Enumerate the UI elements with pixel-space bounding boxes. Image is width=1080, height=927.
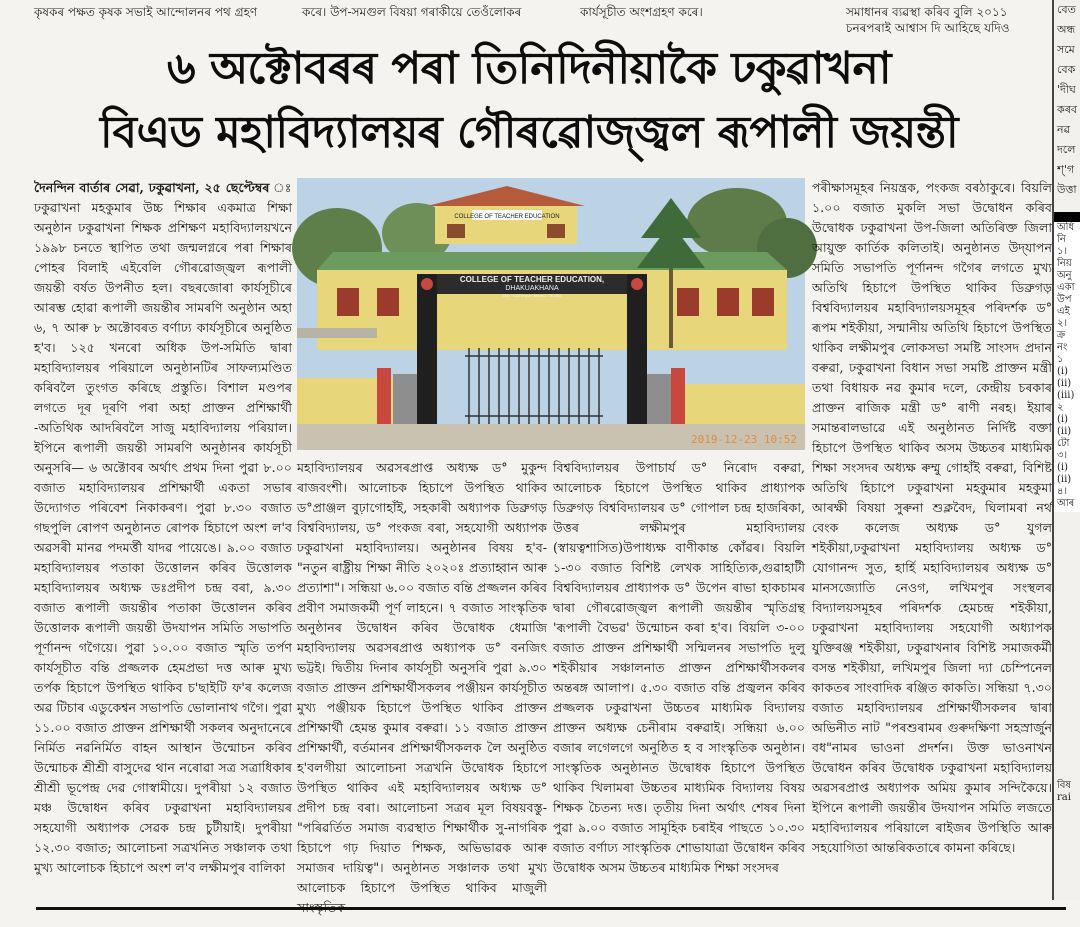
article-column-4: পৰীক্ষাসমূহৰ নিয়ন্ত্ৰক, পংকজ বৰঠাকুৰে। বিয়লি ১.০০ বজাত মুকলি সভা উদ্বোধন কৰিব উদ্বোধক ঢকুৱাখনা উপ-জিলা অতিৰিক্ত জিলা আয়ুক্ত কাৰ্তিক কলিতাই। অনুষ্ঠানত উদ্‌যাপন সমিতি সভাপতি পূৰ্ণানন্দ গগৈৰ লগতে মুখ্য অতিথি হিচাপে উপস্থিত থাকিব ডিব্ৰুগড় বিশ্ববিদ্যালয়ৰ মহাবিদ্যালয়সমূহৰ পৰিদৰ্শক ড° ৰূপম শইকীয়া, সন্মানীয় অতিথি হিচাপে উপস্থিত থাকিব লক্ষীমপুৰ লোকসভা সমষ্টি সাংসদ প্ৰদান বৰুৱা, ঢকুৱাখনা বিধান সভা সমষ্টি প্ৰাক্তন মন্ত্ৰী তথা বিধায়ক নৱ কুমাৰ দলে, কেন্দ্ৰীয় চৰকাৰ প্ৰাক্তন ৰাজিক মন্ত্ৰী ড° ৰাণী নৰহ। ইয়াৰ সমান্তৰালভাৱে এই অনুষ্ঠানত নিৰ্দিষ্ট বক্তা হিচাপে উপস্থিত থাকিব অসম উচ্চতৰ মাধ্যমিক শিক্ষা সংসদৰ অধ্যক্ষ ৰুম্মু গোহাঁই বৰুৱা, বিশিষ্ট অতিথি হিচাপে ঢকুৱাখনা মহকুমাৰ মহকুমা আৰক্ষী বিষয়া সুৰুনা শুক্লবৈদ, ঘিলামৰা নৰ্থ বেংক কলেজ অধ্যক্ষ ড° যুগল শইকীয়া,ঢকুৱাখনা মহাবিদ্যালয় অধ্যক্ষ ড° যোগানন্দ সুত, হাৰ্হি মহাবিদ্যালয়ৰ অধ্যক্ষ ড° মানসজ্যোতি নেওগ, লখিমপুৰ সংস্থলৰ বিদ্যালয়সমূহৰ পৰিদৰ্শক হেমচন্দ্ৰ শইকীয়া, ঢকুৱাখনা মহাবিদ্যালয় সহযোগী অধ্যাপক যুক্তিৰঞ্জ শইকীয়া, ঢকুৱাখনাৰ বিশিষ্ট সমাজকৰ্মী বসন্ত শইকীয়া, লখিমপুৰ জিলা দ্যা চেম্পিনেল কাকতৰ সাংবাদিক ৰঞ্জিত কাকতি। সন্ধিয়া ৭.৩০ বজাত মহাবিদ্যালয়ৰ প্ৰশিক্ষাৰ্থীসকলৰ দ্বাৰা অভিনীত নাট "পৰশুৰামৰ গুৰুদক্ষিণা সহস্ৰাৰ্জুন বধ"নামৰ ভাওনা প্ৰদৰ্শন। উক্ত ভাওনাখন উদ্বোধন কৰিব উদ্বোধক ঢকুৱাখনা মহাবিদ্যালয় অৱসৰপ্ৰাপ্ত অধ্যাপক অমিয় কুমাৰ সন্দিকৈয়ে। ইপিনে ৰূপালী জয়ন্তীৰ উদযাপন সমিতি লজতে মহাবিদ্যালয়ৰ পৰিয়ালে ৰাইজৰ উপস্থিতি আৰু সহযোগিতা আন্তৰিকতাৰে কামনা কৰিছে। xyxy=(812,180,1052,855)
sidebar-box-line: (ii) xyxy=(1057,474,1072,485)
strip-text-mid2: কাৰ্যসূচীত অংশগ্ৰহণ কৰে। xyxy=(580,5,703,19)
article-column-3: বিশ্ববিদ্যালয়ৰ উপাচাৰ্য ড° নিৰোদ বৰুৱা, আলোচক হিচাপে উপস্থিত থাকিব প্ৰাধ্যাপক ডিব্ৰুগড় বিশ্ববিদ্যালয়ৰ ড° গোপাল চন্দ্ৰ হাজৰিকা, উত্তৰ লক্ষীমপুৰ মহাবিদ্যালয় (স্বায়ত্বশাসিত)উপাধ্যক্ষ বাণীকান্ত কোঁৱৰ। বিয়লি ১-৩০ বজাত বিশিষ্ট লেখক সাহিত্যিক,গুৱাহাটী বিশ্ববিদ্যালয়ৰ প্ৰাধ্যাপক ড° উপেন ৰাভা হাকচামৰ দ্বাৰা গৌৰৱোজ্জ্বল ৰূপালী জয়ন্তীৰ স্মৃতিগ্ৰন্থ 'ৰূপালী বৈভৱ' উন্মোচন কৰা হ'ব। বিয়লি ৩-০০ বজাত প্ৰাক্তন প্ৰশিক্ষাৰ্থী সন্মিলনৰ সভাপতি দুলু শইকীয়াৰ সঞ্চালনাত প্ৰাক্তন প্ৰশিক্ষাৰ্থীসকলৰ অন্তৰঙ্গ আলাপ। ৫.৩০ বজাত বন্তি প্ৰজ্বলন কৰিব প্ৰজ্জলক ঢকুৱাখনা উচ্চতৰ মাধ্যমিক বিদ্যালয় প্ৰাক্তন অধ্যক্ষ চেনীৰাম বৰুৱাই। সন্ধিয়া ৬.০০ বজাৰ লগেলগে অনুষ্ঠিত হ ব সাংস্কৃতিক অনুষ্ঠান। সাংস্কৃতিক অনুষ্ঠানত উদ্বোধক হিচাপে উপস্থিত থাকিব খিলামৰা উচ্চতৰ মাধ্যমিক বিদ্যালয় বিষয় শিক্ষক চৈতন্য দত্ত। তৃতীয় দিনা অৰ্থাৎ শেষৰ দিনা পুৱা ৯.০০ বজাত সামূহিক চৰাইৰ পাছতে ১০.৩০ বজাত বৰ্ণাঢ্য সাংস্কৃতিক শোভাযাত্ৰা উদ্বোধন কৰিব উদ্বোধক অসম উচ্চতৰ মাধ্যমিক শিক্ষা সংসদৰ xyxy=(553,460,805,875)
photo-timestamp: 2019-12-23 10:52 xyxy=(691,433,797,446)
sidebar-box-line: এই xyxy=(1057,306,1070,317)
sidebar-line: কৰব xyxy=(1057,103,1078,116)
gate-sign-line-3: Dist.: Lakhimpur, Assam- 787055 xyxy=(502,293,562,298)
sidebar-box-line: (i) xyxy=(1057,462,1069,473)
sidebar-box-line: (ii) xyxy=(1057,378,1072,389)
sidebar-line: অন্ধ xyxy=(1057,23,1076,36)
sidebar-box-line: (ii) xyxy=(1057,426,1072,437)
emblem-left-icon xyxy=(421,278,433,290)
sidebar-notice-box xyxy=(1054,212,1080,512)
dateline: দৈনন্দিন বাৰ্তাৰ সেৱা, ঢকুৱাখনা, ২৫ ছেপ্টেম্বৰ xyxy=(34,180,270,195)
strip-text-mid1: কৰে। উপ-সমগুল বিষয়া গৰাকীয়ে তেওঁলোকৰ xyxy=(302,5,522,19)
sidebar-box-line: (iii) xyxy=(1057,390,1075,401)
emblem-right-icon xyxy=(631,278,643,290)
sidebar-box-line: অধি xyxy=(1057,222,1075,233)
sidebar-line: উত্তা xyxy=(1057,183,1077,196)
sidebar-box-line: ২ xyxy=(1057,402,1064,413)
sidebar-line: দলে xyxy=(1057,143,1076,156)
headline-line-1: ৬ অক্টোবৰৰ পৰা তিনিদিনীয়াকৈ ঢকুৱাখনা xyxy=(167,43,891,94)
article-column-1-text: ঢকুৱাখনা মহকুমাৰ উচ্চ শিক্ষাৰ একমাত্ৰ শিক্ষা অনুষ্ঠান ঢকুৱাখনা শিক্ষক প্ৰশিক্ষণ মহাবিদ্যালয়খনে ১৯৯৮ চনতে স্থাপিত তথা জন্মলগ্নৰে পৰা শিক্ষাৰ পোহৰ বিলাই এইবেলি গৌৰৱোজ্জ্বল ৰূপালী জয়ন্তী বৰ্ষত উপনীত হল। বছৰজোৰা কাৰ্যসূচীৰে আৰম্ভ হোৱা ৰূপালী জয়ন্তীৰ সামৰণি অনুষ্ঠান অহা ৬, ৭ আৰু ৮ অক্টোবৰত বৰ্ণাঢ্য কাৰ্যসূচীৰে অনুষ্ঠিত হ'ব। ১২৫ খনৰো অধিক উপ-সমিতি দ্বাৰা মহাবিদ্যালয়ৰ পৰিয়ালে অনুষ্ঠানটিৰ সাফল্যমণ্ডিত কৰিবলৈ তুংগত কৰিছে প্ৰস্তুতি। বিশাল মণ্ডপৰ লগতে দূৰ দূৰণি পৰা অহা প্ৰাক্তন প্ৰশিক্ষাৰ্থী -অতিথিক আদৰিবলৈ সাজু মহাবিদ্যালয় পৰিয়াল। ইপিনে ৰূপালী জয়ন্তী সামৰণি অনুষ্ঠানৰ কাৰ্যসূচী অনুসৰি— ৬ অক্টোবৰ অৰ্থাৎ প্ৰথম দিনা পুৱা ৮.০০ বজাত মহাবিদ্যালয়ৰ প্ৰশিক্ষাৰ্থী একতা সভাৰ উদ্যোগত পৰিবেশ নিকাকৰণ। পুৱা ৮.৩০ বজাত গছপুলি ৰোপণ অনুষ্ঠানত ৰোপক হিচাপে অংশ ল'ব অৱসৰী মানৱ পদমৰ্ত্তী যাদৱ পায়েঙে। ৯.০০ বজাত মহাবিদ্যালয়ৰ পতাকা উত্তোলন কৰিব উত্তোলক মহাবিদ্যালয়ৰ অধ্যক্ষ ডঃপ্ৰদীপ চন্দ্ৰ বৰা, ৯.৩০ বজাত ৰূপালী জয়ন্তীৰ পতাকা উত্তোলন কৰিব উত্তোলক ৰূপালী জয়ন্তী উদযাপন সমিতি সভাপতি পূৰ্ণানন্দ গগৈয়ে। পুৱা ১০.০০ বজাত স্মৃতি তৰ্পণ কাৰ্যসূচীত বন্তি প্ৰজ্জলক হেমপ্ৰভা দত্ত আৰু মুখ্য তৰ্পক হিচাপে উপস্থিত থাকিব চ'ছাইটি ফ'ৰ কলেজ অৱ টিচাৰ এডুকেশ্বন সভাপতি ভোলানাথ গগৈ। পুৱা ১১.০০ বজাত প্ৰাক্তন প্ৰশিক্ষাৰ্থী সকলৰ অনুদানেৰে নিৰ্মিত নৱনিৰ্মিত বাহন আস্থান উন্মোচন কৰিব উন্মোচক শ্ৰীশ্ৰী বাসুদেৱ থান নৰোৱা সত্ৰ সত্ৰাধিকাৰ শ্ৰীশ্ৰী ভূপেন্দ্ৰ দেৱ গোস্বামীয়ে। দুপৰীয়া ১২ বজাত মঞ্চ উদ্বোধন কৰিব ঢকুৱাখনা মহাবিদ্যালয়ৰ সহযোগী অধ্যাপক সেৱক চন্দ্ৰ চুটীয়াই। দুপৰীয়া ১২.৩০ বজাত; আলোচনা সত্ৰখনিত সঞ্চালক তথা মুখ্য আলোচক হিচাপে অংশ ল'ব লক্ষীমপুৰ বালিকা xyxy=(34,200,292,875)
sidebar-box-line: (i) xyxy=(1057,414,1069,425)
sidebar-box-line: ৩। xyxy=(1057,450,1068,461)
sidebar-box-line: ২। xyxy=(1057,318,1068,329)
article-column-1 xyxy=(34,178,292,892)
gate-sign-line-2: DHAKUAKHANA xyxy=(505,285,559,292)
sidebar-box-line: ১। xyxy=(1057,246,1068,257)
strip-text-right: সমাধানৰ ব্যৱস্থা কৰিব বুলি ২০১১ চনৰপৰাই আশ্বাস দি আহিছে যদিও xyxy=(846,5,1010,35)
sidebar-box-line: ১ xyxy=(1057,354,1064,365)
bottom-rule xyxy=(36,907,1066,910)
college-photo xyxy=(297,178,805,450)
sidebar-box-line: ক্ৰ xyxy=(1057,330,1066,341)
headline-line-2: বিএড মহাবিদ্যালয়ৰ গৌৰৱোজ্জ্বল ৰূপালী জয়ন্তী xyxy=(99,107,959,158)
gate-sign-line-1: COLLEGE OF TEACHER EDUCATION, xyxy=(459,275,605,284)
sidebar-line: বেত xyxy=(1057,3,1076,16)
sidebar-line: নৱ xyxy=(1057,123,1071,136)
sidebar-line: শ্'গ xyxy=(1057,163,1075,176)
college-building-illustration xyxy=(297,178,805,450)
sidebar-box-line: টো xyxy=(1057,438,1070,449)
sidebar-box-line: নি xyxy=(1057,234,1066,245)
sidebar-box-line: বিষ xyxy=(1057,780,1071,791)
sidebar-box-line: একা xyxy=(1057,282,1075,293)
sidebar-box-line: নং xyxy=(1057,342,1068,353)
sidebar-line: 'দীঘ xyxy=(1057,83,1076,96)
sidebar-box-line: (i) xyxy=(1057,366,1069,377)
sidebar-box-line: উপ xyxy=(1057,294,1072,305)
adjacent-article-sidebar xyxy=(1052,0,1080,900)
strip-text-left: কৃষকৰ পক্ষত কৃষক সভাই আন্দোলনৰ পথ গ্ৰহণ xyxy=(34,5,258,19)
previous-article-strip xyxy=(0,0,1080,38)
sidebar-box-line: অনু xyxy=(1057,270,1072,281)
sidebar-box-line: আৰ xyxy=(1057,498,1075,509)
sidebar-box-line: rai xyxy=(1057,792,1071,803)
sidebar-line: বেক xyxy=(1057,63,1076,76)
article-column-2: মহাবিদ্যালয়ৰ অৱসৰপ্ৰাপ্ত অধ্যক্ষ ড° মুকুন্দ ৰাজবংশী। আলোচক হিচাপে উপস্থিত থাকিব ড°প্ৰাঞ্জল বুঢ়াগোহাঁই, সহকাৰী অধ্যাপক ডিব্ৰুগড় বিশ্ববিদ্যালয়, ড° পংকজ বৰা, সহযোগী অধ্যাপক ঢকুৱাখনা মহাবিদ্যালয়। অনুষ্ঠানৰ বিষয় হ'ব- "নতুন ৰাষ্ট্ৰীয় শিক্ষা নীতি ২০২০ঃ প্ৰত্যাহ্বান আৰু প্ৰত্যাশা"। সন্ধিয়া ৬.০০ বজাত বন্তি প্ৰজ্জলন কৰিব প্ৰবীণ সমাজকৰ্মী পূৰ্ণ লাহনে। ৭ বজাত সাংস্কৃতিক অনুষ্ঠানৰ উদ্বোধন কৰিব উদ্বোধক ধেমাজি মহাবিদ্যালয় অৱসৰপ্ৰাপ্ত অধ্যাপক ড° বনজিৎ ভট্টই। দ্বিতীয় দিনাৰ কাৰ্যসূচী অনুসৰি পুৱা ৯.৩০ বজাত প্ৰাক্তন প্ৰশিক্ষাৰ্থীসকলৰ পঞ্জীয়ন কাৰ্যসূচীত মুখ্য পঞ্জীয়ক হিচাপে উপস্থিত থাকিব প্ৰাক্তন প্ৰশিক্ষাৰ্থী হেমন্ত কুমাৰ বৰুৱা। ১১ বজাত প্ৰাক্তন প্ৰশিক্ষাৰ্থী, বৰ্তমানৰ প্ৰশিক্ষাৰ্থীসকলক লৈ অনুষ্ঠিত হ'বলগীয়া আলোচনা সত্ৰখনি উদ্বোধক হিচাপে উপস্থিত থাকিব এই মহাবিদ্যালয়ৰ অধ্যক্ষ ড° প্ৰদীপ চন্দ্ৰ বৰা। আলোচনা সত্ৰৰ মূল বিষয়বস্তু-"পৰিৱৰ্তিত সমাজ ব্যৱস্থাত শিক্ষাৰ্থীক সু-নাগৰিক হিচাপে গঢ় দিয়াত শিক্ষক, অভিভাৱক আৰু সমাজৰ দায়িত্ব"। অনুষ্ঠানত সঞ্চালক তথা মুখ্য আলোচক হিচাপে উপস্থিত থাকিব মাজুলী xyxy=(297,460,547,895)
top-signboard: COLLEGE OF TEACHER EDUCATION xyxy=(454,214,560,220)
sidebar-line: সমে xyxy=(1057,43,1075,56)
sidebar-box-line: নিয় xyxy=(1057,258,1072,269)
sidebar-box-line: ৪। xyxy=(1057,486,1068,497)
